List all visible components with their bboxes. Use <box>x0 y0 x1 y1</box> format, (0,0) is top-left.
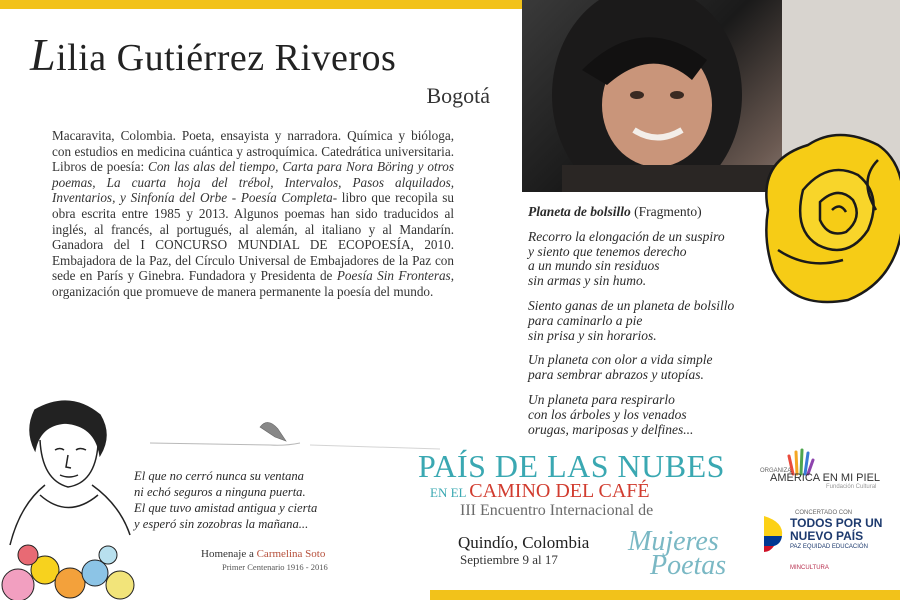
event-subtitle: III Encuentro Internacional de <box>460 502 654 519</box>
tribute-verse <box>134 468 364 532</box>
poem-line: Recorro la elongación de un suspiro <box>528 228 725 244</box>
government-slogan-line1: TODOS POR UN <box>790 516 883 530</box>
poem-line: orugas, mariposas y delfines... <box>528 421 694 437</box>
poem-line: Un planeta con olor a vida simple <box>528 352 713 368</box>
centenary-caption: Primer Centenario 1916 - 2016 <box>222 562 328 572</box>
bio-book-titles: Con las alas del tiempo, Carta para Nora Böring y otros poemas, La cuarta hoja del trébol, Intervalos, Pasos alquilados, Inventarios, y Sinfonía del Orbe - Poesía Completa <box>52 159 454 206</box>
poem-heading <box>528 205 798 220</box>
poem-line: Siento ganas de un planeta de bolsillo <box>528 297 735 313</box>
author-name-initial: L <box>30 29 57 80</box>
poem-line: a un mundo sin residuos <box>528 258 660 274</box>
concertado-label: CONCERTADO CON <box>795 510 853 516</box>
poem-subtitle: (Fragmento) <box>630 204 702 219</box>
colombia-flag-icon <box>762 514 786 554</box>
author-name <box>30 28 396 81</box>
tribute-line: El que tuvo amistad antigua y cierta <box>134 501 318 515</box>
poem-line: sin prisa y sin horarios. <box>528 327 657 343</box>
poem-line: y siento que tenemos derecho <box>528 243 687 259</box>
poem-line: Un planeta para respirarlo <box>528 391 675 407</box>
event-dates: Septiembre 9 al 17 <box>460 552 558 567</box>
event-place: Quindío, Colombia <box>458 533 590 552</box>
author-biography <box>52 128 454 300</box>
event-title-prefix: EN EL <box>430 485 470 500</box>
tribute-line: El que no cerró nunca su ventana <box>134 469 304 483</box>
author-name-rest: ilia Gutiérrez Riveros <box>56 37 397 79</box>
mujeres-word: Mujeres <box>628 526 719 557</box>
homage-caption <box>201 548 325 560</box>
event-title-main: CAMINO DEL CAFÉ <box>469 480 650 502</box>
government-slogan-line2: NUEVO PAÍS <box>790 529 864 543</box>
poetas-word: Poetas <box>650 550 727 581</box>
bottom-yellow-bar <box>430 590 900 600</box>
government-slogan <box>790 517 882 543</box>
poem-line: con los árboles y los venados <box>528 406 687 422</box>
poem-line: sin armas y sin humo. <box>528 273 647 289</box>
bio-text-1: Macaravita, Colombia. Poeta, ensayista y narradora. Química y bióloga, con estudios en medicina cuántica y astroquímica. Catedrática universitaria. Libros de poesía: <box>52 128 454 175</box>
poem-title: Planeta de bolsillo <box>528 204 631 219</box>
event-title: PAÍS DE LAS NUBES <box>418 448 725 484</box>
poem-stanza <box>528 353 798 383</box>
event-title-line2 <box>430 480 650 503</box>
government-values: PAZ EQUIDAD EDUCACIÓN <box>790 544 868 550</box>
organiza-subtitle: Fundación Cultural <box>826 484 877 490</box>
author-city: Bogotá <box>426 83 490 108</box>
homage-prefix: Homenaje a <box>201 548 257 560</box>
mujeres-poetas-logo <box>628 526 727 581</box>
bio-text-2: - libro que recopila su obra escrita entre 1985 y 2013. Algunos poemas han sido traducidos al inglés, al francés, al portugués, al alemán, al italiano y al Mandarín. Ganadora del I CONCURSO MUNDIAL DE ECOPOESÍA, 2010. Embajadora de la Paz, del Círculo Universal de Embajadores de la Paz con sede en París y Ginebra. Fundadora y Presidenta de <box>52 190 454 284</box>
top-yellow-bar <box>0 0 522 9</box>
mincultura-logo: MINCULTURA <box>790 565 829 571</box>
poem-block <box>528 205 798 437</box>
bio-organization-name: Poesía Sin Fronteras <box>336 268 451 284</box>
tribute-line: y esperó sin zozobras la mañana... <box>134 517 309 531</box>
poem-line: para caminarlo a pie <box>528 312 643 328</box>
tribute-line: ni echó seguros a ninguna puerta. <box>134 485 306 499</box>
hummingbird-line-decoration <box>150 415 440 455</box>
poem-line: para sembrar abrazos y utopías. <box>528 367 704 383</box>
organiza-name: AMÉRICA EN MI PIEL <box>770 472 881 484</box>
bio-text-3: , organización que promueve de manera permanente la poesía del mundo. <box>52 268 454 299</box>
carmelina-soto-sketch <box>0 395 140 600</box>
poem-stanza <box>528 230 798 289</box>
homage-name: Carmelina Soto <box>256 548 326 560</box>
organiza-label: ORGANIZA <box>760 468 792 474</box>
poem-stanza <box>528 299 798 343</box>
poem-stanza <box>528 393 798 437</box>
